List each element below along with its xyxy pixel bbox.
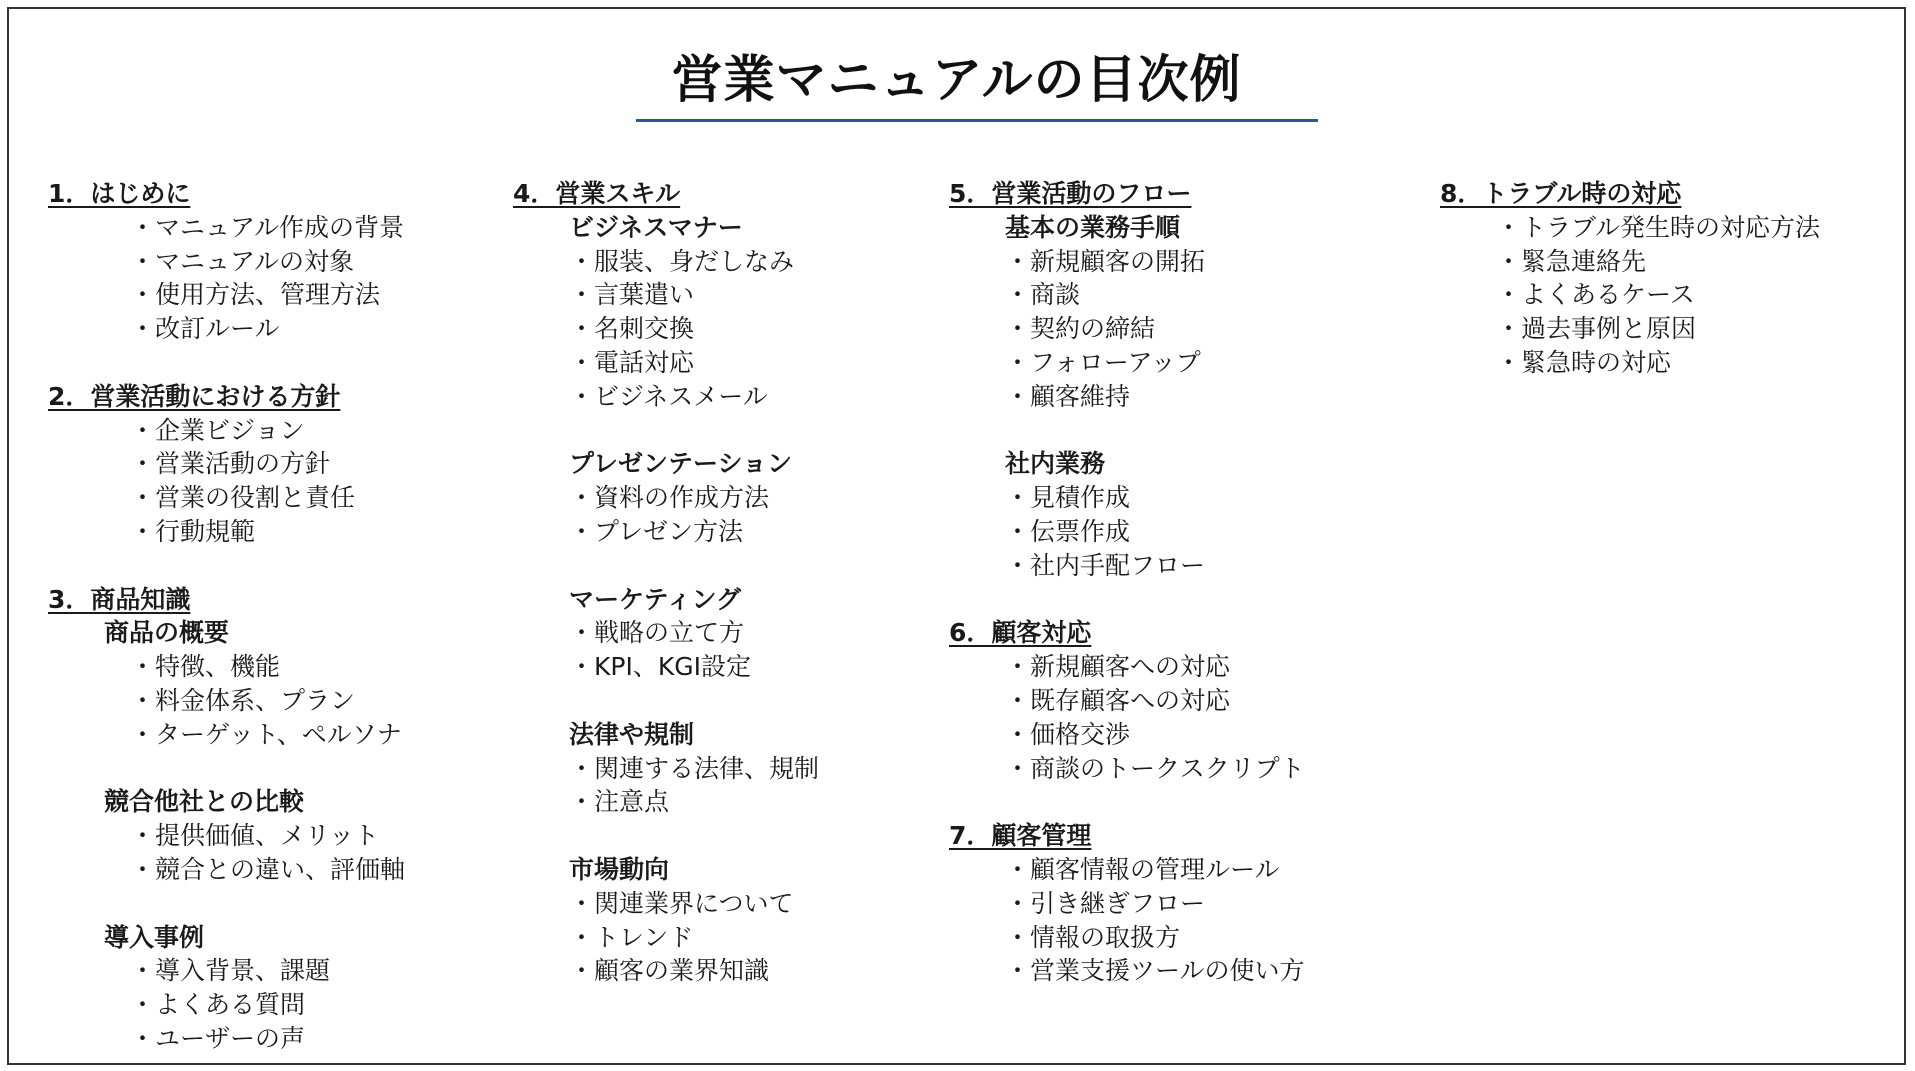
toc-item: ・新規顧客への対応 [1005,652,1231,682]
toc-item: ・営業活動の方針 [130,449,331,479]
toc-item: ・服装、身だしなみ [569,246,795,276]
toc-item: ・既存顧客への対応 [1005,685,1231,715]
toc-item: ・新規顧客の開拓 [1005,246,1206,276]
subsection-heading: 導入事例 [104,922,205,952]
toc-item: ・顧客情報の管理ルール [1005,854,1280,884]
subsection-heading: 法律や規制 [569,719,695,749]
toc-item: ・顧客維持 [1005,381,1131,411]
subsection-heading: 競合他社との比較 [104,787,305,817]
toc-item: ・名刺交換 [569,314,695,344]
toc-item: ・ターゲット、ペルソナ [130,719,402,749]
toc-item: ・特徴、機能 [130,652,281,682]
toc-item: ・改訂ルール [130,314,280,344]
toc-item: ・トラブル発生時の対応方法 [1496,212,1821,242]
toc-item: ・営業支援ツールの使い方 [1005,956,1305,986]
toc-item: ・関連業界について [569,888,794,918]
toc-item: ・料金体系、プラン [130,685,356,715]
toc-item: ・営業の役割と責任 [130,483,356,513]
toc-item: ・企業ビジョン [130,415,305,445]
toc-item: ・引き継ぎフロー [1005,888,1206,918]
toc-item: ・ユーザーの声 [130,1023,306,1053]
section-heading: 6．顧客対応 [949,618,1092,648]
toc-item: ・社内手配フロー [1005,550,1206,580]
toc-item: ・提供価値、メリット [130,821,380,851]
section-heading: 3．商品知識 [48,584,191,614]
toc-item: ・よくあるケース [1496,280,1695,310]
toc-item: ・商談 [1005,280,1081,310]
toc-item: ・緊急連絡先 [1496,246,1647,276]
subsection-heading: プレゼンテーション [569,449,793,479]
subsection-heading: 社内業務 [1005,449,1106,479]
page-title: 営業マニュアルの目次例 [671,51,1242,110]
toc-item: ・マニュアル作成の背景 [130,212,405,242]
subsection-heading: 基本の業務手順 [1005,212,1181,242]
toc-item: ・マニュアルの対象 [130,246,355,276]
toc-item: ・伝票作成 [1005,516,1131,546]
toc-item: ・注意点 [569,787,670,817]
toc-item: ・顧客の業界知識 [569,956,770,986]
toc-item: ・情報の取扱方 [1005,922,1181,952]
toc-item: ・プレゼン方法 [569,516,744,546]
toc-item: ・導入背景、課題 [130,956,331,986]
toc-item: ・電話対応 [569,347,695,377]
toc-item: ・行動規範 [130,516,256,546]
toc-item: ・使用方法、管理方法 [130,280,381,310]
toc-item: ・競合との違い、評価軸 [130,854,406,884]
slide [7,7,1906,1065]
toc-item: ・トレンド [569,922,694,952]
section-heading: 1．はじめに [48,179,191,208]
toc-item: ・よくある質問 [130,990,306,1020]
toc-item: ・過去事例と原因 [1496,314,1697,344]
toc-item: ・フォローアップ [1005,347,1201,377]
toc-item: ・ビジネスメール [569,381,768,411]
toc-column-2 [513,177,819,988]
toc-item: ・契約の締結 [1005,314,1156,344]
toc-item: ・見積作成 [1005,483,1131,513]
toc-column-4 [1440,177,1820,380]
section-heading: 4．営業スキル [513,179,681,208]
section-heading: 8．トラブル時の対応 [1440,179,1682,208]
toc-item: ・資料の作成方法 [569,483,770,513]
subsection-heading: 商品の概要 [104,618,230,648]
subsection-heading: マーケティング [569,584,742,614]
subsection-heading: ビジネスマナー [569,212,743,242]
toc-column-3 [949,177,1305,988]
toc-item: ・KPI、KGI設定 [569,652,751,682]
toc-item: ・戦略の立て方 [569,618,745,648]
toc-column-1 [48,177,405,1056]
section-heading: 7．顧客管理 [949,821,1092,851]
toc-item: ・価格交渉 [1005,719,1131,749]
toc-item: ・商談のトークスクリプト [1005,753,1305,783]
title-underline [636,119,1318,122]
toc-item: ・関連する法律、規制 [569,753,820,783]
toc-item: ・緊急時の対応 [1496,347,1672,377]
section-heading: 5．営業活動のフロー [949,179,1192,208]
subsection-heading: 市場動向 [569,854,670,884]
section-heading: 2．営業活動における方針 [48,381,341,411]
toc-item: ・言葉遣い [569,280,695,310]
